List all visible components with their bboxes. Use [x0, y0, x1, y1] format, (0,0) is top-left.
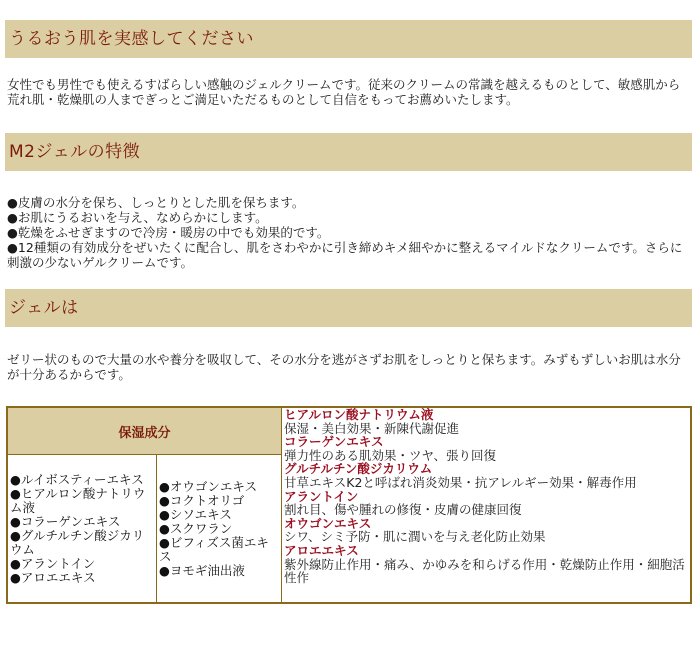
feature-item: ●お肌にうるおいを与え、なめらかにします。 — [7, 210, 268, 225]
list-item: ●アロエエキス — [10, 569, 96, 585]
list-item: ●ヨモギ油出液 — [159, 562, 245, 578]
section-body-gel — [7, 352, 687, 382]
paragraph: 女性でも男性でも使えるすばらしい感触のジェルクリームです。従来のクリームの常識を越えるものとして、敏感肌から荒れ肌・乾燥肌の人までぎっとご満足いただるものとして自信をもってお薦めいたします。 — [7, 77, 681, 107]
ingredient-table — [6, 406, 692, 604]
list-item: ●シソエキス — [159, 506, 232, 522]
list-item: ●ルイボスティーエキス — [10, 471, 144, 487]
list-item: ●ビフィズス菌エキス — [159, 534, 269, 564]
detail-desc: 保湿・美白効果・新陳代謝促進 — [284, 420, 460, 436]
list-item: ●コクトオリゴ — [159, 492, 245, 508]
detail-name: オウゴンエキス — [284, 515, 372, 531]
feature-item: ●皮膚の水分を保ち、しっとりとした肌を保ちます。 — [7, 195, 305, 210]
detail-name: グルチルチン酸ジカリウム — [284, 461, 433, 477]
list-item: ●コラーゲンエキス — [10, 513, 121, 529]
list-item: ●スクワラン — [159, 520, 233, 536]
ingredient-details — [282, 407, 692, 603]
detail-desc: 甘草エキスK2と呼ばれ消炎効果・抗アレルギー効果・解毒作用 — [284, 474, 637, 490]
detail-desc: 弾力性のある肌効果・ツヤ、張り回復 — [284, 447, 497, 463]
paragraph: ゼリー状のもので大量の水や養分を吸収して、その水分を逃がさずお肌をしっとりと保ちます。みずもずしいお肌は水分が十分あるからです。 — [7, 352, 681, 382]
ingredient-list-1 — [7, 455, 157, 604]
section-body-moisturize — [7, 77, 687, 107]
table-header: 保湿成分 — [7, 407, 282, 455]
section-heading-moisturize: うるおう肌を実感してください — [5, 20, 692, 58]
section-body-features — [7, 195, 687, 270]
list-item: ●ヒアルロン酸ナトリウム液 — [10, 485, 146, 515]
feature-item: ●乾燥をふせぎますので冷房・暖房の中でも効果的です。 — [7, 225, 330, 240]
feature-item: ●12種類の有効成分をぜいたくに配合し、肌をさわやかに引き締めキメ細やかに整えるマイルドなクリームです。さらに刺激の少ないゲルクリームです。 — [7, 240, 683, 270]
detail-name: アロエエキス — [284, 542, 359, 558]
list-item: ●グルチルチン酸ジカリウム — [10, 527, 145, 557]
section-heading-features: M2ジェルの特徴 — [5, 133, 692, 171]
section-heading-gel: ジェルは — [5, 289, 692, 327]
list-item: ●アラントイン — [10, 555, 96, 571]
detail-desc: シワ、シミ予防・肌に潤いを与え老化防止効果 — [284, 529, 546, 545]
ingredient-list-2 — [157, 455, 282, 604]
detail-name: アラントイン — [284, 488, 359, 504]
detail-name: コラーゲンエキス — [284, 434, 384, 450]
detail-desc: 割れ目、傷や腫れの修復・皮膚の健康回復 — [284, 502, 522, 518]
list-item: ●オウゴンエキス — [159, 478, 258, 494]
detail-name: ヒアルロン酸ナトリウム液 — [284, 407, 434, 422]
detail-desc: 紫外線防止作用・痛み、かゆみを和らげる作用・乾燥防止作用・細胞活性作 — [284, 556, 685, 586]
